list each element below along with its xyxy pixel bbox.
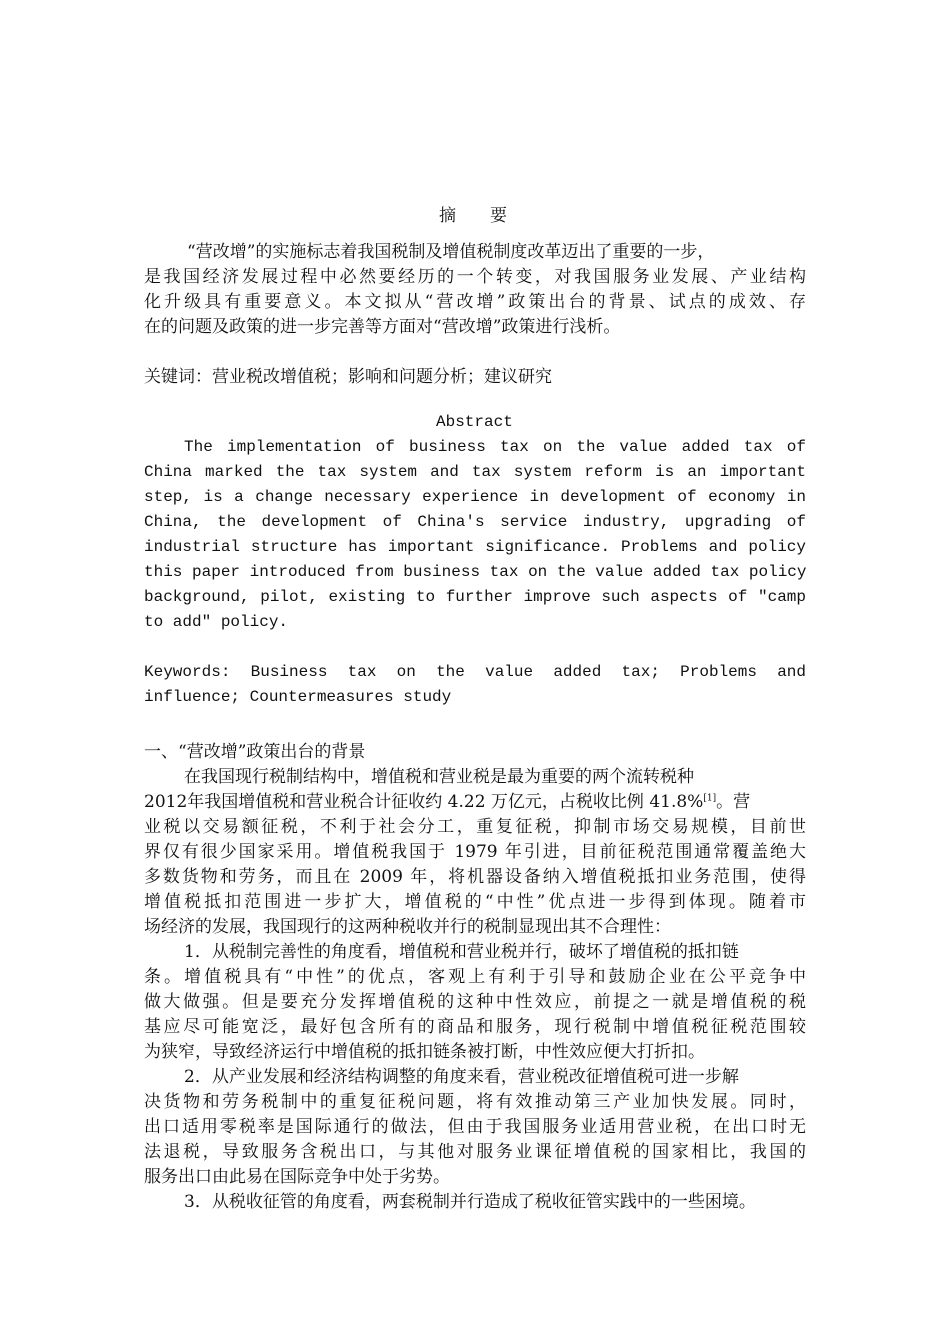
body-line: 出口适用零税率是国际通行的做法，但由于我国服务业适用营业税，在出口时无 (144, 1117, 806, 1137)
keywords-cn: 关键词：营业税改增值税；影响和问题分析；建议研究 (144, 367, 552, 387)
body-line: 多数货物和劳务，而且在 2009 年，将机器设备纳入增值税抵扣业务范围，使得 (144, 867, 806, 887)
abstract-en-line: this paper introduced from business tax on the value added tax policy (144, 563, 807, 581)
body-line: 服务出口由此易在国际竞争中处于劣势。 (144, 1167, 450, 1187)
body-line: 为狭窄，导致经济运行中增值税的抵扣链条被打断，中性效应便大打折扣。 (144, 1042, 705, 1062)
abstract-en-line: The implementation of business tax on the value added tax of (184, 438, 806, 456)
abstract-line: 化升级具有重要意义。本文拟从“营改增”政策出台的背景、试点的成效、存 (144, 292, 806, 312)
keywords-en: Keywords: Business tax on the value added tax; Problems and (144, 663, 806, 681)
citation-ref: [1] (703, 793, 717, 804)
body-line: 增值税抵扣范围进一步扩大，增值税的“中性”优点进一步得到体现。随着市 (144, 892, 806, 912)
body-line: 业税以交易额征税，不利于社会分工，重复征税，抑制市场交易规模，目前世 (144, 817, 806, 837)
body-line: 基应尽可能宽泛，最好包含所有的商品和服务，现行税制中增值税征税范围较 (144, 1017, 806, 1037)
body-line: 做大做强。但是要充分发挥增值税的这种中性效应，前提之一就是增值税的税 (144, 992, 806, 1012)
body-line-with-citation (144, 787, 750, 812)
abstract-line: “营改增”的实施标志着我国税制及增值税制度改革迈出了重要的一步， (187, 242, 715, 262)
abstract-line: 在的问题及政策的进一步完善等方面对“营改增”政策进行浅析。 (144, 317, 621, 337)
abstract-en-line: industrial structure has important significance. Problems and policy (144, 538, 806, 556)
list-item-3: 3．从税收征管的角度看，两套税制并行造成了税收征管实践中的一些困境。 (184, 1192, 756, 1212)
body-line: 界仅有很少国家采用。增值税我国于 1979 年引进，目前征税范围通常覆盖绝大 (144, 842, 806, 862)
body-line: 在我国现行税制结构中，增值税和营业税是最为重要的两个流转税种 (184, 767, 694, 787)
keywords-en: influence; Countermeasures study (144, 688, 452, 706)
body-text: 。营 (716, 792, 751, 812)
list-item-2: 2．从产业发展和经济结构调整的角度来看，营业税改征增值税可进一步解 (184, 1067, 739, 1087)
abstract-en-line: step, is a change necessary experience in development of economy in (144, 488, 806, 506)
body-line: 条。增值税具有“中性”的优点，客观上有利于引导和鼓励企业在公平竞争中 (144, 967, 806, 987)
abstract-en-line: China marked the tax system and tax system reform is an important (144, 463, 806, 481)
abstract-en-line: China, the development of China's service industry, upgrading of (144, 513, 806, 531)
body-line: 决货物和劳务税制中的重复征税问题，将有效推动第三产业加快发展。同时， (144, 1092, 806, 1112)
abstract-title-cn: 摘 要 (439, 206, 507, 226)
body-text: 2012年我国增值税和营业税合计征收约 4.22 万亿元，占税收比例 41.8% (144, 792, 704, 812)
body-line: 法退税，导致服务含税出口，与其他对服务业课征增值税的国家相比，我国的 (144, 1142, 806, 1162)
section-heading: 一、“营改增”政策出台的背景 (144, 742, 366, 762)
list-item-1: 1．从税制完善性的角度看，增值税和营业税并行，破坏了增值税的抵扣链 (184, 942, 739, 962)
abstract-en-line: background, pilot, existing to further improve such aspects of "camp (144, 588, 806, 606)
body-line: 场经济的发展，我国现行的这两种税收并行的税制显现出其不合理性： (144, 917, 671, 937)
abstract-title-en: Abstract (436, 413, 513, 431)
abstract-en-line: to add" policy. (144, 613, 289, 631)
abstract-line: 是我国经济发展过程中必然要经历的一个转变，对我国服务业发展、产业结构 (144, 267, 806, 287)
